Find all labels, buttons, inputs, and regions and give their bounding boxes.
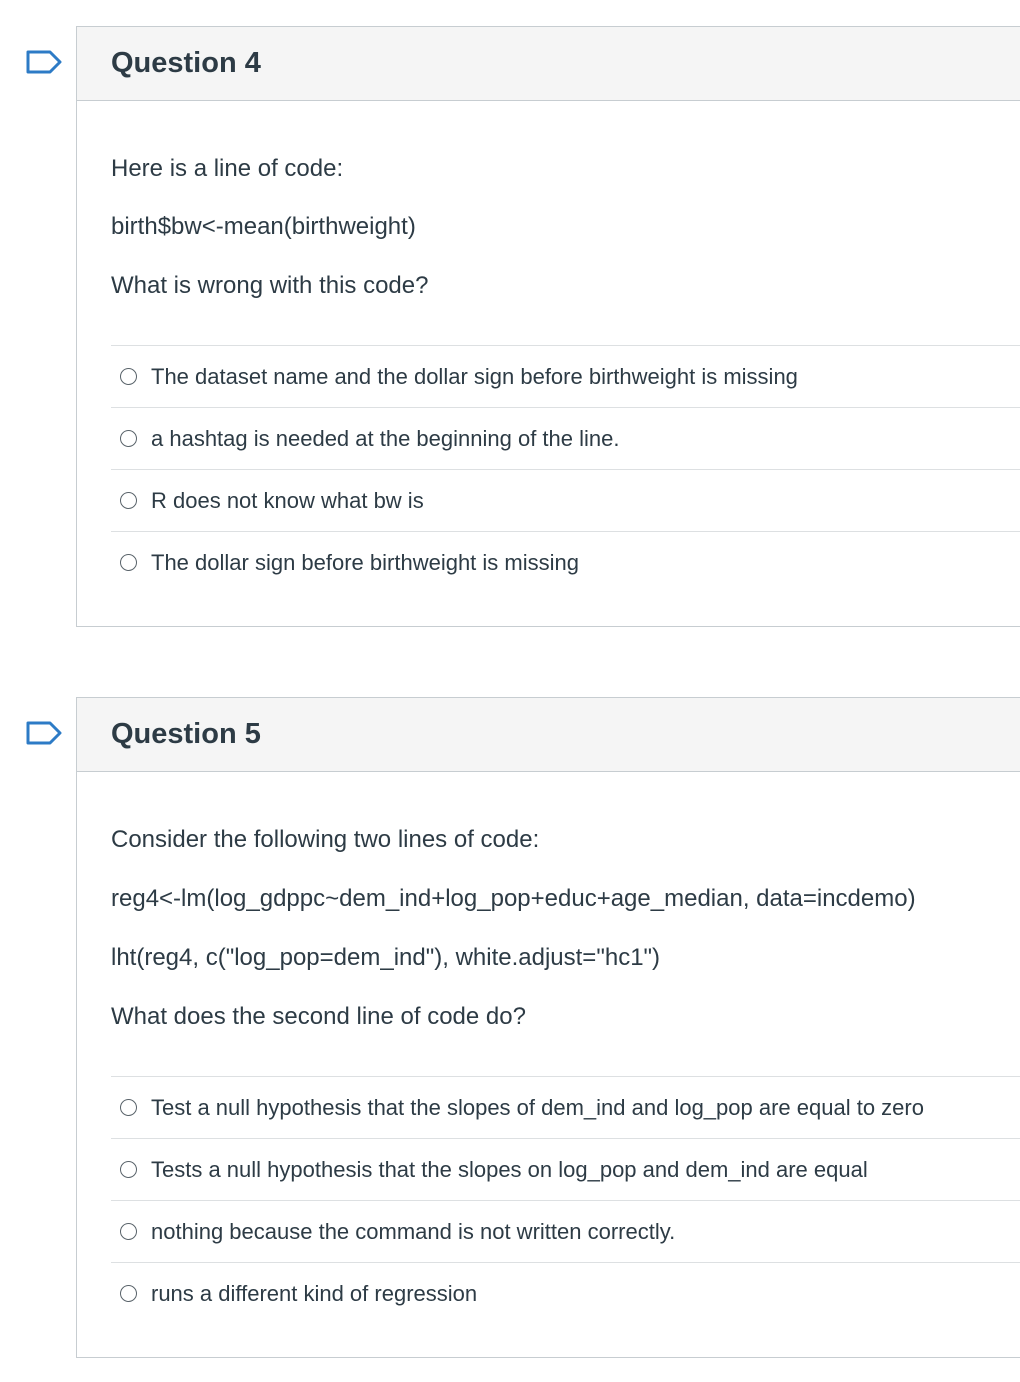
answer-label[interactable]: The dataset name and the dollar sign before birthweight is missing [151, 363, 798, 389]
radio-button[interactable] [120, 554, 137, 571]
radio-button[interactable] [120, 1285, 137, 1302]
question-5 [76, 697, 1020, 1358]
answer-label[interactable]: runs a different kind of regression [151, 1280, 478, 1306]
question-header [77, 27, 1020, 101]
answer-option[interactable] [111, 1138, 1020, 1200]
question-4 [76, 26, 1020, 627]
question-header [77, 698, 1020, 772]
bookmark-flag-icon[interactable] [26, 50, 62, 74]
answer-label[interactable]: The dollar sign before birthweight is missing [151, 549, 579, 575]
question-title: Question 5 [111, 718, 261, 750]
question-title: Question 4 [111, 47, 261, 79]
radio-button[interactable] [120, 1223, 137, 1240]
answer-label[interactable]: Tests a null hypothesis that the slopes on log_pop and dem_ind are equal [151, 1156, 868, 1182]
radio-button[interactable] [120, 1099, 137, 1116]
radio-button[interactable] [120, 430, 137, 447]
answer-option[interactable] [111, 407, 1020, 469]
answer-label[interactable]: R does not know what bw is [151, 487, 424, 513]
answer-label[interactable]: Test a null hypothesis that the slopes of dem_ind and log_pop are equal to zero [151, 1094, 924, 1120]
answer-option[interactable] [111, 1076, 1020, 1138]
answer-option[interactable] [111, 469, 1020, 531]
code-line: reg4<-lm(log_gdppc~dem_ind+log_pop+educ+age_median, data=incdemo) [111, 885, 916, 912]
radio-button[interactable] [120, 368, 137, 385]
question-prompt: What is wrong with this code? [111, 272, 429, 299]
radio-button[interactable] [120, 1161, 137, 1178]
answer-label[interactable]: a hashtag is needed at the beginning of the line. [151, 425, 620, 451]
code-line: lht(reg4, c("log_pop=dem_ind"), white.adjust="hc1") [111, 944, 661, 971]
answer-label[interactable]: nothing because the command is not written correctly. [151, 1218, 676, 1244]
answer-option[interactable] [111, 1200, 1020, 1262]
answer-option[interactable] [111, 345, 1020, 407]
answer-option[interactable] [111, 531, 1020, 593]
question-text: Here is a line of code: [111, 155, 344, 182]
answer-list [111, 1076, 1020, 1324]
bookmark-flag-icon[interactable] [26, 721, 62, 745]
answer-option[interactable] [111, 1262, 1020, 1324]
question-prompt: What does the second line of code do? [111, 1003, 526, 1030]
answer-list [111, 345, 1020, 593]
radio-button[interactable] [120, 492, 137, 509]
code-line: birth$bw<-mean(birthweight) [111, 213, 416, 240]
question-text: Consider the following two lines of code: [111, 826, 540, 853]
